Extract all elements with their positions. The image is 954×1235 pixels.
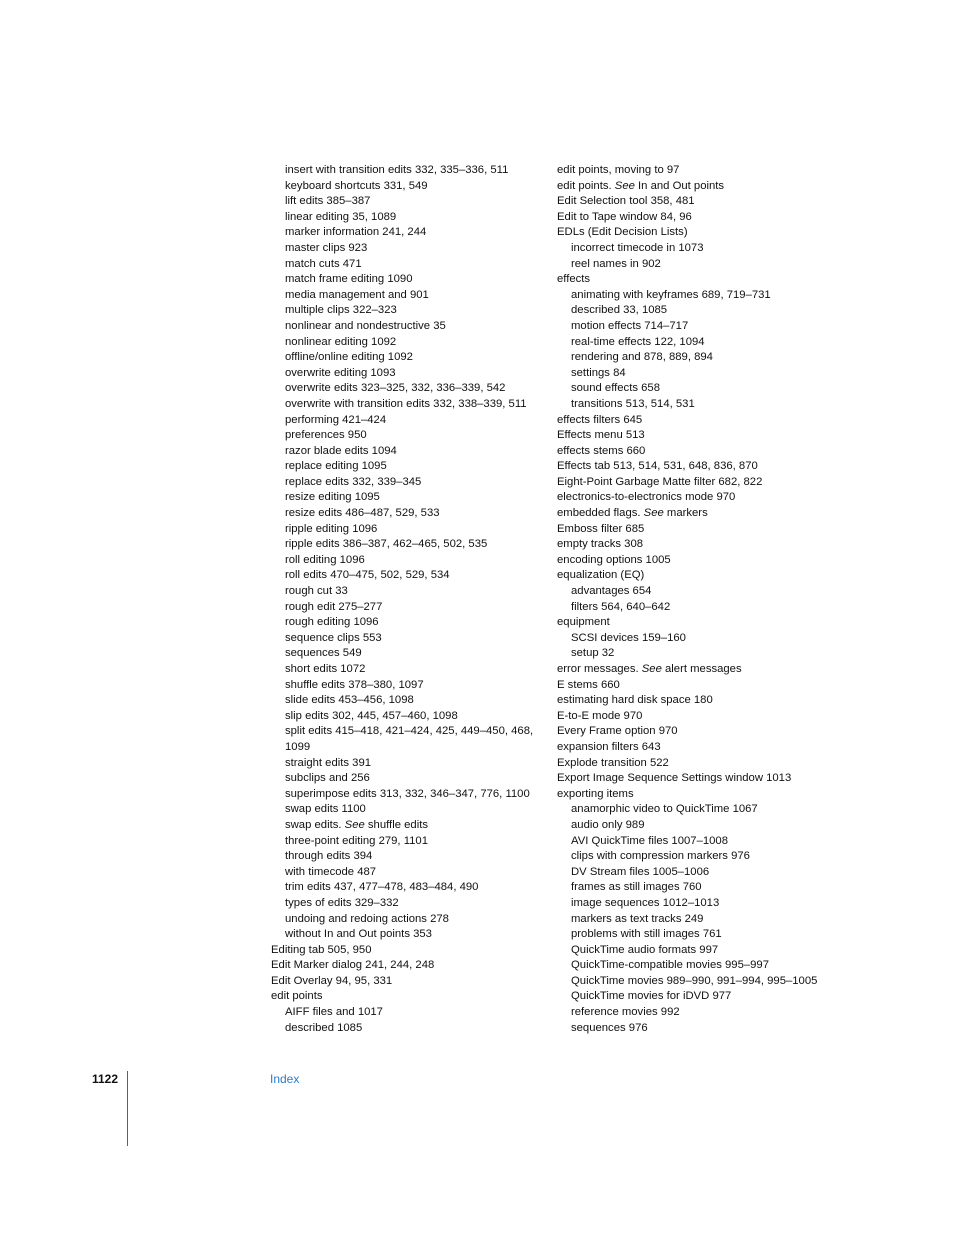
index-subentry: problems with still images 761 (571, 928, 722, 941)
index-subentry: rough cut 33 (285, 585, 348, 598)
index-entry: Every Frame option 970 (557, 725, 678, 738)
index-subentry: straight edits 391 (285, 756, 372, 769)
index-entry: Edit to Tape window 84, 96 (557, 210, 692, 223)
index-subentry: short edits 1072 (285, 663, 366, 675)
index-entry: Emboss filter 685 (557, 522, 645, 535)
index-subentry: without In and Out points 353 (285, 928, 432, 941)
index-subentry: QuickTime movies 989–990, 991–994, 995–1005 (571, 974, 818, 987)
index-entry: Editing tab 505, 950 (271, 943, 372, 956)
index-subentry: frames as still images 760 (571, 881, 702, 894)
footer-divider (127, 1071, 128, 1146)
index-subentry: DV Stream files 1005–1006 (571, 865, 710, 878)
index-subentry: reference movies 992 (571, 1006, 680, 1019)
index-entry: equalization (EQ) (557, 569, 645, 582)
index-subentry: match cuts 471 (285, 257, 362, 270)
index-subentry: nonlinear and nondestructive 35 (285, 319, 446, 332)
index-subentry: sequence clips 553 (285, 631, 382, 644)
index-subentry: AVI QuickTime files 1007–1008 (571, 834, 728, 847)
index-entry: effects stems 660 (557, 444, 646, 457)
index-entry: E stems 660 (557, 678, 620, 691)
index-subentry: keyboard shortcuts 331, 549 (285, 179, 428, 192)
index-entry: exporting items (557, 787, 634, 800)
index-subentry: QuickTime movies for iDVD 977 (571, 990, 732, 1003)
index-subentry: resize edits 486–487, 529, 533 (285, 507, 440, 520)
index-entry: encoding options 1005 (557, 553, 671, 566)
index-subentry: sequences 976 (571, 1021, 648, 1034)
index-subentry: ripple edits 386–387, 462–465, 502, 535 (285, 538, 488, 551)
index-entry: E-to-E mode 970 (557, 709, 643, 722)
index-entry: expansion filters 643 (557, 740, 661, 753)
index-entry: edit points, moving to 97 (557, 164, 680, 176)
index-subentry: razor blade edits 1094 (285, 444, 397, 457)
index-subentry: described 33, 1085 (571, 304, 668, 317)
index-entry: Eight-Point Garbage Matte filter 682, 822 (557, 475, 763, 488)
index-subentry: real-time effects 122, 1094 (571, 335, 705, 348)
index-subentry: multiple clips 322–323 (285, 304, 397, 317)
index-entry: edit points (271, 990, 323, 1003)
index-entry: edit points. See In and Out points (557, 179, 725, 192)
index-subentry: slide edits 453–456, 1098 (285, 694, 414, 707)
index-subentry: overwrite editing 1093 (285, 366, 396, 379)
index-subentry: clips with compression markers 976 (571, 850, 750, 863)
index-subentry: split edits 415–418, 421–424, 425, 449–450, 468, 1099 (285, 725, 534, 753)
index-subentry: anamorphic video to QuickTime 1067 (571, 803, 758, 816)
index-entry: Effects tab 513, 514, 531, 648, 836, 870 (557, 460, 758, 473)
index-subentry: types of edits 329–332 (285, 896, 399, 909)
index-subentry: resize editing 1095 (285, 491, 380, 504)
index-entry: effects filters 645 (557, 413, 643, 426)
index-subentry: overwrite with transition edits 332, 338–339, 511 (285, 397, 527, 410)
index-subentry: insert with transition edits 332, 335–336, 511 (285, 164, 509, 176)
index-subentry: nonlinear editing 1092 (285, 335, 397, 348)
index-subentry: advantages 654 (571, 585, 652, 598)
index-subentry: markers as text tracks 249 (571, 912, 704, 925)
page-number: 1122 (92, 1072, 119, 1086)
index-subentry: preferences 950 (285, 429, 367, 442)
index-subentry: linear editing 35, 1089 (285, 210, 397, 223)
index-subentry: with timecode 487 (285, 865, 377, 878)
index-subentry: QuickTime-compatible movies 995–997 (571, 959, 769, 972)
index-entry: error messages. See alert messages (557, 663, 742, 675)
index-entry: Effects menu 513 (557, 429, 645, 442)
index-subentry: undoing and redoing actions 278 (285, 912, 449, 925)
index-subentry: offline/online editing 1092 (285, 351, 413, 364)
index-subentry: setup 32 (571, 647, 615, 660)
index-subentry: through edits 394 (285, 850, 373, 863)
index-subentry: media management and 901 (285, 288, 429, 301)
index-subentry: reel names in 902 (571, 257, 661, 270)
index-entry: Edit Marker dialog 241, 244, 248 (271, 959, 435, 972)
index-subentry: marker information 241, 244 (285, 226, 427, 239)
index-subentry: replace edits 332, 339–345 (285, 475, 422, 488)
index-subentry: animating with keyframes 689, 719–731 (571, 288, 771, 301)
index-entry: Explode transition 522 (557, 756, 669, 769)
index-subentry: slip edits 302, 445, 457–460, 1098 (285, 709, 458, 722)
index-entry: Edit Overlay 94, 95, 331 (271, 974, 393, 987)
index-entry: EDLs (Edit Decision Lists) (557, 226, 688, 239)
index-entry: electronics-to-electronics mode 970 (557, 491, 736, 504)
index-subentry: three-point editing 279, 1101 (285, 834, 428, 847)
index-subentry: SCSI devices 159–160 (571, 631, 686, 644)
index-subentry: described 1085 (285, 1021, 363, 1034)
index-subentry: rendering and 878, 889, 894 (571, 351, 713, 364)
index-subentry: superimpose edits 313, 332, 346–347, 776, 1100 (285, 787, 530, 800)
index-subentry: subclips and 256 (285, 772, 370, 785)
index-subentry: motion effects 714–717 (571, 319, 689, 332)
index-subentry: roll edits 470–475, 502, 529, 534 (285, 569, 450, 582)
index-subentry: settings 84 (571, 366, 626, 379)
index-subentry: swap edits. See shuffle edits (285, 818, 428, 831)
index-subentry: incorrect timecode in 1073 (571, 241, 704, 254)
index-entry: embedded flags. See markers (557, 507, 708, 520)
index-subentry: roll editing 1096 (285, 553, 365, 566)
index-subentry: sequences 549 (285, 647, 362, 660)
index-entry: Edit Selection tool 358, 481 (557, 195, 695, 208)
index-subentry: shuffle edits 378–380, 1097 (285, 678, 424, 691)
index-entry: empty tracks 308 (557, 538, 644, 551)
index-subentry: ripple editing 1096 (285, 522, 378, 535)
index-subentry: rough editing 1096 (285, 616, 379, 629)
index-subentry: overwrite edits 323–325, 332, 336–339, 542 (285, 382, 506, 395)
section-label: Index (270, 1072, 300, 1086)
index-subentry: image sequences 1012–1013 (571, 896, 720, 909)
index-subentry: AIFF files and 1017 (285, 1006, 383, 1019)
index-subentry: replace editing 1095 (285, 460, 387, 473)
index-subentry: transitions 513, 514, 531 (571, 397, 695, 410)
index-column-right (557, 163, 847, 1036)
index-subentry: match frame editing 1090 (285, 273, 413, 286)
index-subentry: audio only 989 (571, 818, 645, 831)
index-entry: Export Image Sequence Settings window 1013 (557, 772, 792, 785)
index-subentry: performing 421–424 (285, 413, 387, 426)
index-entry: estimating hard disk space 180 (557, 694, 713, 707)
index-subentry: swap edits 1100 (285, 803, 366, 816)
index-subentry: master clips 923 (285, 241, 368, 254)
index-subentry: QuickTime audio formats 997 (571, 943, 719, 956)
index-subentry: rough edit 275–277 (285, 600, 383, 613)
index-subentry: filters 564, 640–642 (571, 600, 671, 613)
index-entry: effects (557, 273, 591, 286)
index-subentry: lift edits 385–387 (285, 195, 371, 208)
index-subentry: trim edits 437, 477–478, 483–484, 490 (285, 881, 479, 894)
index-column-left (271, 163, 551, 1036)
index-entry: equipment (557, 616, 610, 629)
index-subentry: sound effects 658 (571, 382, 660, 395)
